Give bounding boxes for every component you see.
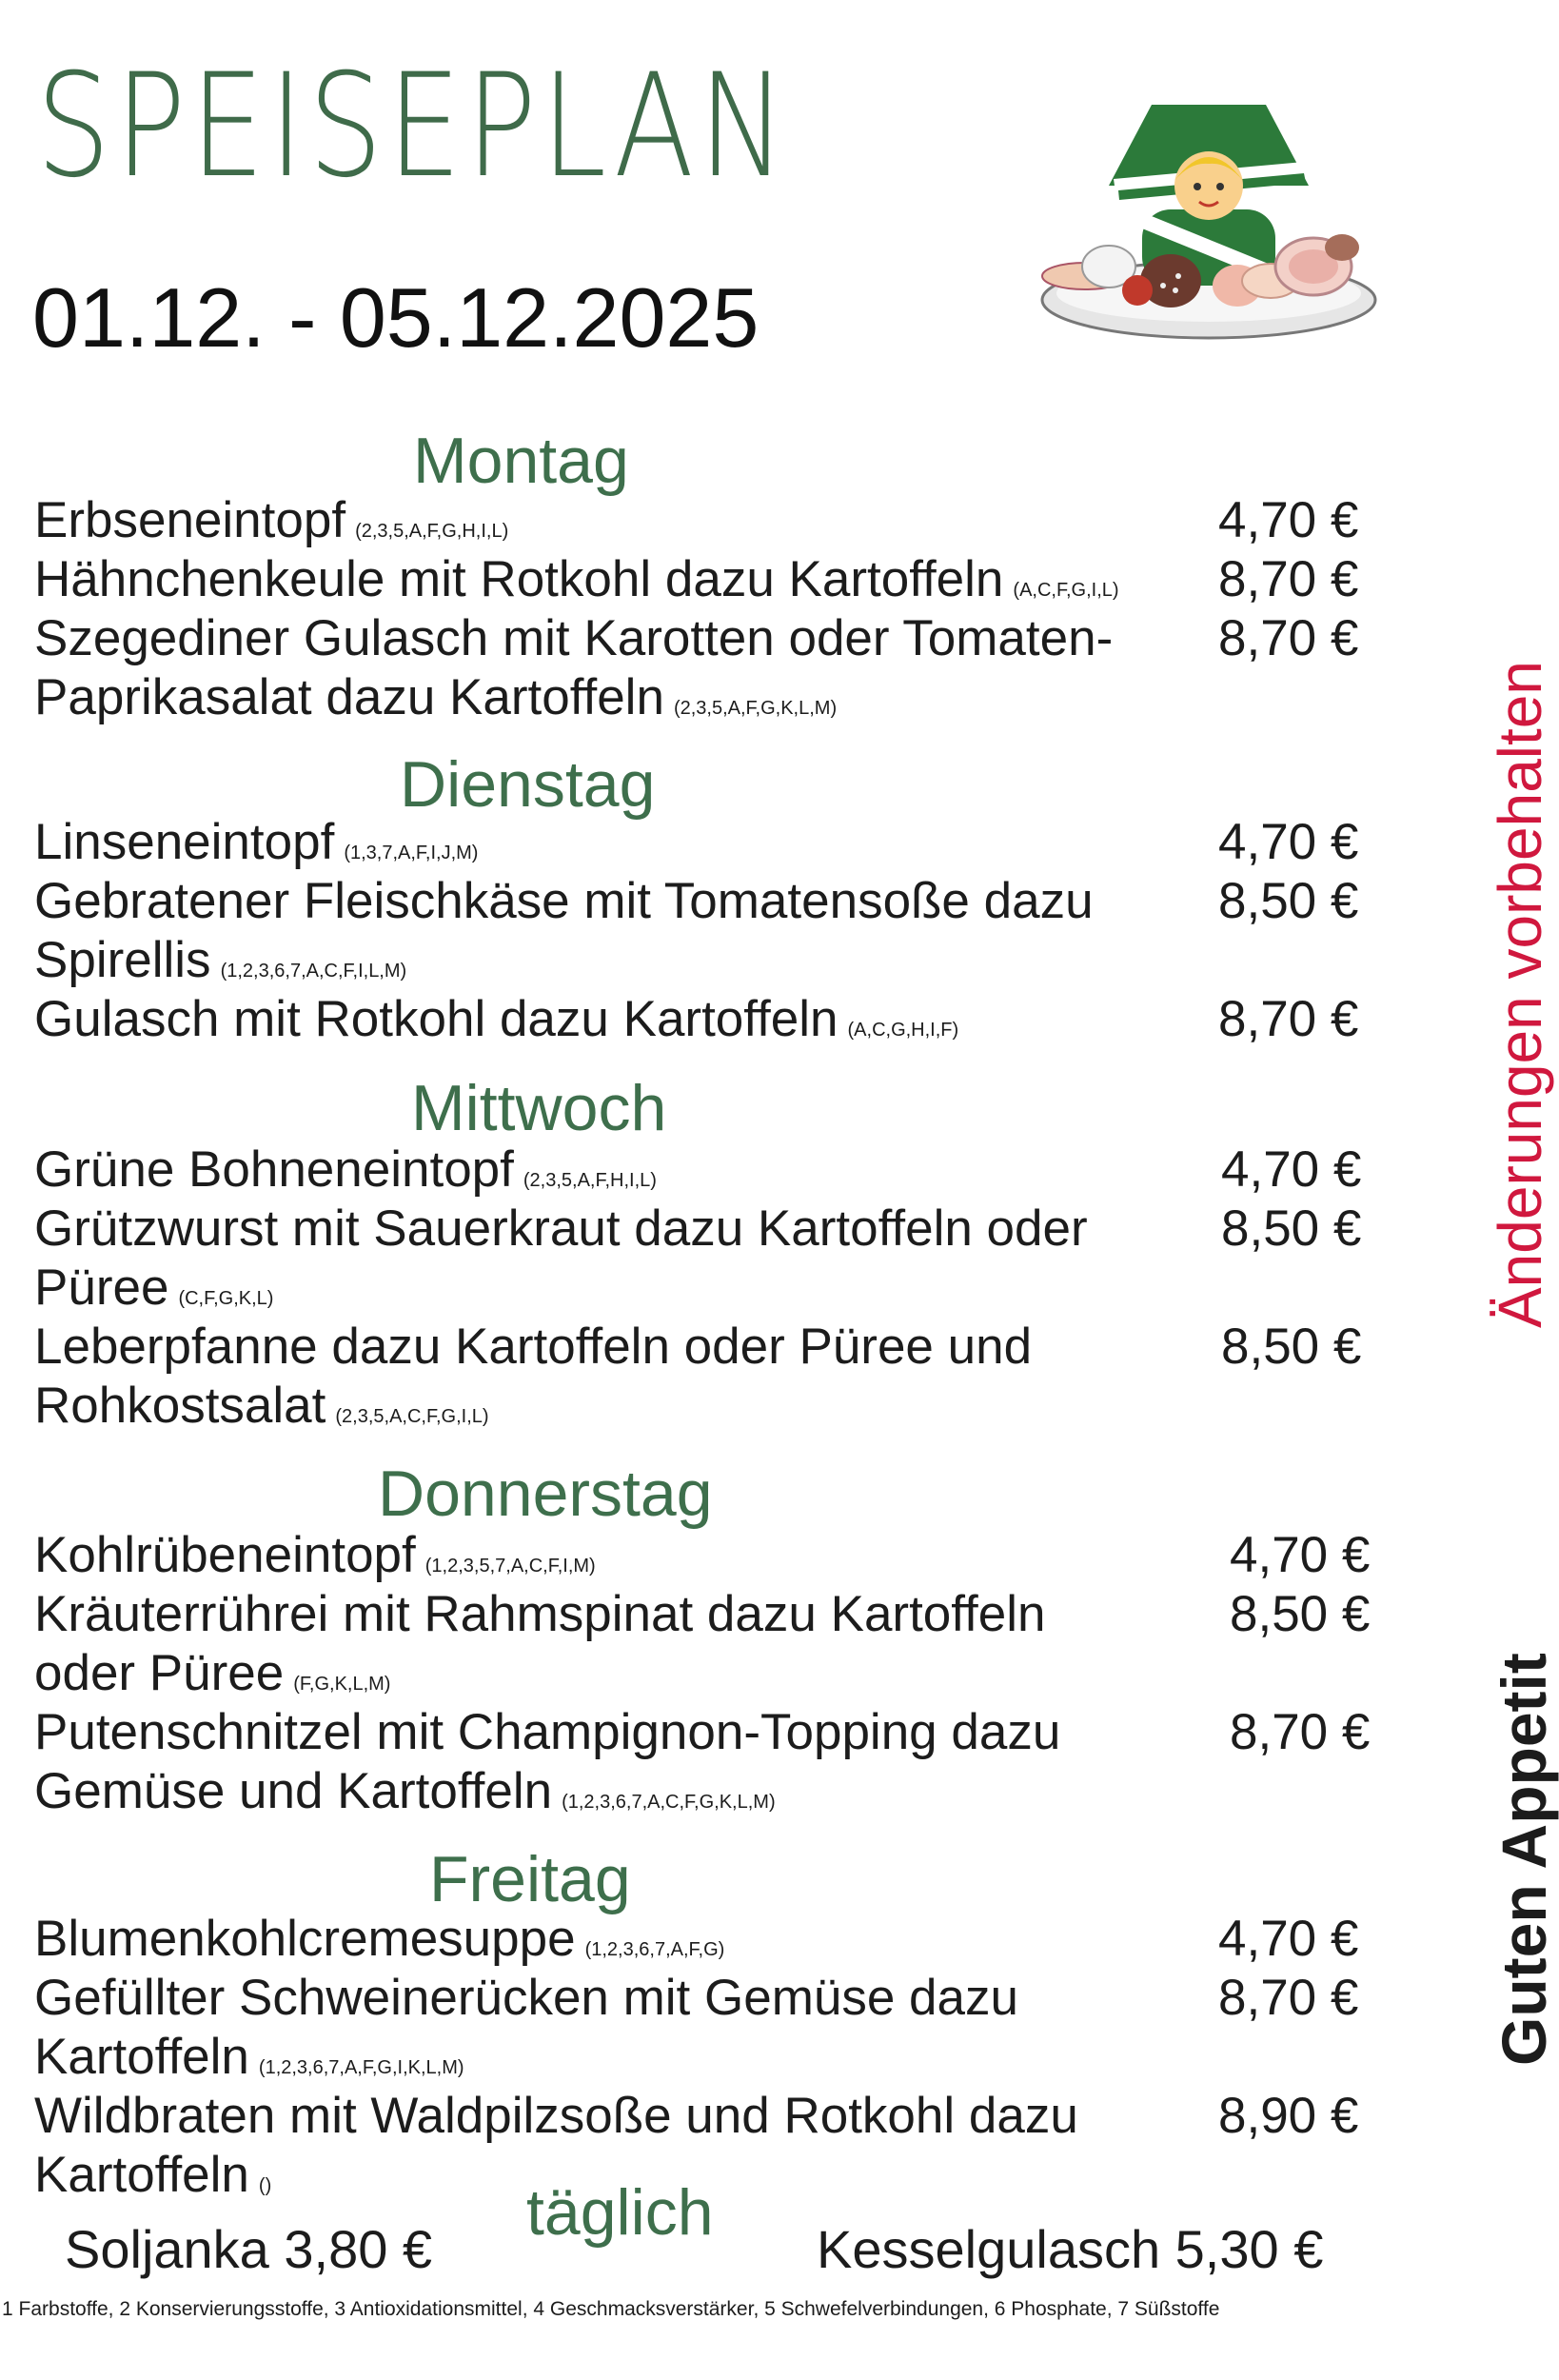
date-range: 01.12. - 05.12.2025 <box>32 270 760 365</box>
dish-name: Gemüse und Kartoffeln (1,2,3,6,7,A,C,F,G,K,L,M) <box>34 1763 776 1819</box>
dish-name: Gebratener Fleischkäse mit Tomatensoße dazu <box>34 873 1094 929</box>
dish-price: 4,70 € <box>1218 1911 1359 1967</box>
dish-name: Kartoffeln () <box>34 2147 272 2203</box>
dish-price: 8,50 € <box>1221 1200 1362 1257</box>
day-heading: Donnerstag <box>378 1458 713 1530</box>
dish-price: 4,70 € <box>1221 1141 1362 1198</box>
allergen-codes: (2,3,5,A,C,F,G,I,L) <box>335 1406 489 1427</box>
dish-name: Erbseneintopf (2,3,5,A,F,G,H,I,L) <box>34 492 509 548</box>
dish-name: Kohlrübeneintopf (1,2,3,5,7,A,C,F,I,M) <box>34 1527 596 1583</box>
additives-footnote: 1 Farbstoffe, 2 Konservierungsstoffe, 3 Antioxidationsmittel, 4 Geschmacksverstärker, 5 Schwefelverbindungen, 6 Phosphate, 7 Süßstoffe <box>2 2298 1220 2320</box>
allergen-codes: (1,2,3,6,7,A,F,G,I,K,L,M) <box>258 2057 464 2078</box>
dish-name: Rohkostsalat (2,3,5,A,C,F,G,I,L) <box>34 1378 489 1434</box>
dish-name: Leberpfanne dazu Kartoffeln oder Püree und <box>34 1319 1033 1375</box>
dish-name: Püree (C,F,G,K,L) <box>34 1259 274 1316</box>
dish-name: Putenschnitzel mit Champignon-Topping dazu <box>34 1704 1061 1760</box>
dish-name: Wildbraten mit Waldpilzsoße und Rotkohl dazu <box>34 2088 1078 2144</box>
dish-price: 8,70 € <box>1218 551 1359 607</box>
allergen-codes: (2,3,5,A,F,G,H,I,L) <box>355 521 509 542</box>
daily-item-soljanka: Soljanka 3,80 € <box>65 2219 433 2279</box>
dish-name: Paprikasalat dazu Kartoffeln (2,3,5,A,F,G,K,L,M) <box>34 669 838 725</box>
dish-price: 8,90 € <box>1218 2088 1359 2144</box>
page-title: SPEISEPLAN <box>36 44 791 209</box>
allergen-codes: (A,C,F,G,I,L) <box>1013 580 1119 601</box>
dish-name: oder Püree (F,G,K,L,M) <box>34 1645 391 1701</box>
dish-name: Linseneintopf (1,3,7,A,F,I,J,M) <box>34 814 479 870</box>
dish-name: Grützwurst mit Sauerkraut dazu Kartoffeln oder <box>34 1200 1088 1257</box>
dish-price: 4,70 € <box>1230 1527 1371 1583</box>
allergen-codes: (1,2,3,5,7,A,C,F,I,M) <box>424 1556 596 1577</box>
dish-price: 8,70 € <box>1218 610 1359 666</box>
changes-reserved-note: Änderungen vorbehalten <box>1486 661 1554 1328</box>
dish-price: 4,70 € <box>1218 492 1359 548</box>
daily-heading: täglich <box>526 2176 714 2249</box>
dish-price: 8,70 € <box>1218 1970 1359 2026</box>
dish-name: Kräuterrührei mit Rahmspinat dazu Kartoffeln <box>34 1586 1046 1642</box>
day-heading: Montag <box>413 425 629 497</box>
dish-name: Gefüllter Schweinerücken mit Gemüse dazu <box>34 1970 1018 2026</box>
dish-name: Blumenkohlcremesuppe (1,2,3,6,7,A,F,G) <box>34 1911 725 1967</box>
allergen-codes: () <box>258 2175 272 2196</box>
dish-price: 8,70 € <box>1230 1704 1371 1760</box>
allergen-codes: (F,G,K,L,M) <box>293 1674 391 1695</box>
allergen-codes: (C,F,G,K,L) <box>178 1288 274 1309</box>
allergen-codes: (2,3,5,A,F,H,I,L) <box>523 1170 657 1191</box>
butcher-mascot-logo <box>1037 95 1380 343</box>
dish-name: Grüne Bohneneintopf (2,3,5,A,F,H,I,L) <box>34 1141 657 1198</box>
dish-price: 8,70 € <box>1218 991 1359 1047</box>
allergen-codes: (1,2,3,6,7,A,F,G) <box>584 1939 725 1960</box>
dish-name: Kartoffeln (1,2,3,6,7,A,F,G,I,K,L,M) <box>34 2029 464 2085</box>
dish-price: 4,70 € <box>1218 814 1359 870</box>
allergen-codes: (1,2,3,6,7,A,C,F,I,L,M) <box>220 961 407 982</box>
dish-name: Gulasch mit Rotkohl dazu Kartoffeln (A,C,G,H,I,F) <box>34 991 959 1047</box>
allergen-codes: (2,3,5,A,F,G,K,L,M) <box>673 698 838 719</box>
dish-price: 8,50 € <box>1230 1586 1371 1642</box>
allergen-codes: (1,3,7,A,F,I,J,M) <box>344 843 479 863</box>
day-heading: Mittwoch <box>411 1072 667 1144</box>
guten-appetit-note: Guten Appetit <box>1489 1653 1559 2066</box>
daily-item-kesselgulasch: Kesselgulasch 5,30 € <box>817 2219 1324 2279</box>
dish-price: 8,50 € <box>1218 873 1359 929</box>
dish-name: Szegediner Gulasch mit Karotten oder Tomaten- <box>34 610 1114 666</box>
dish-name: Spirellis (1,2,3,6,7,A,C,F,I,L,M) <box>34 932 407 988</box>
allergen-codes: (1,2,3,6,7,A,C,F,G,K,L,M) <box>562 1792 776 1813</box>
allergen-codes: (A,C,G,H,I,F) <box>847 1020 959 1041</box>
dish-price: 8,50 € <box>1221 1319 1362 1375</box>
day-heading: Freitag <box>429 1843 631 1915</box>
dish-name: Hähnchenkeule mit Rotkohl dazu Kartoffeln (A,C,F,G,I,L) <box>34 551 1119 607</box>
day-heading: Dienstag <box>400 748 656 821</box>
